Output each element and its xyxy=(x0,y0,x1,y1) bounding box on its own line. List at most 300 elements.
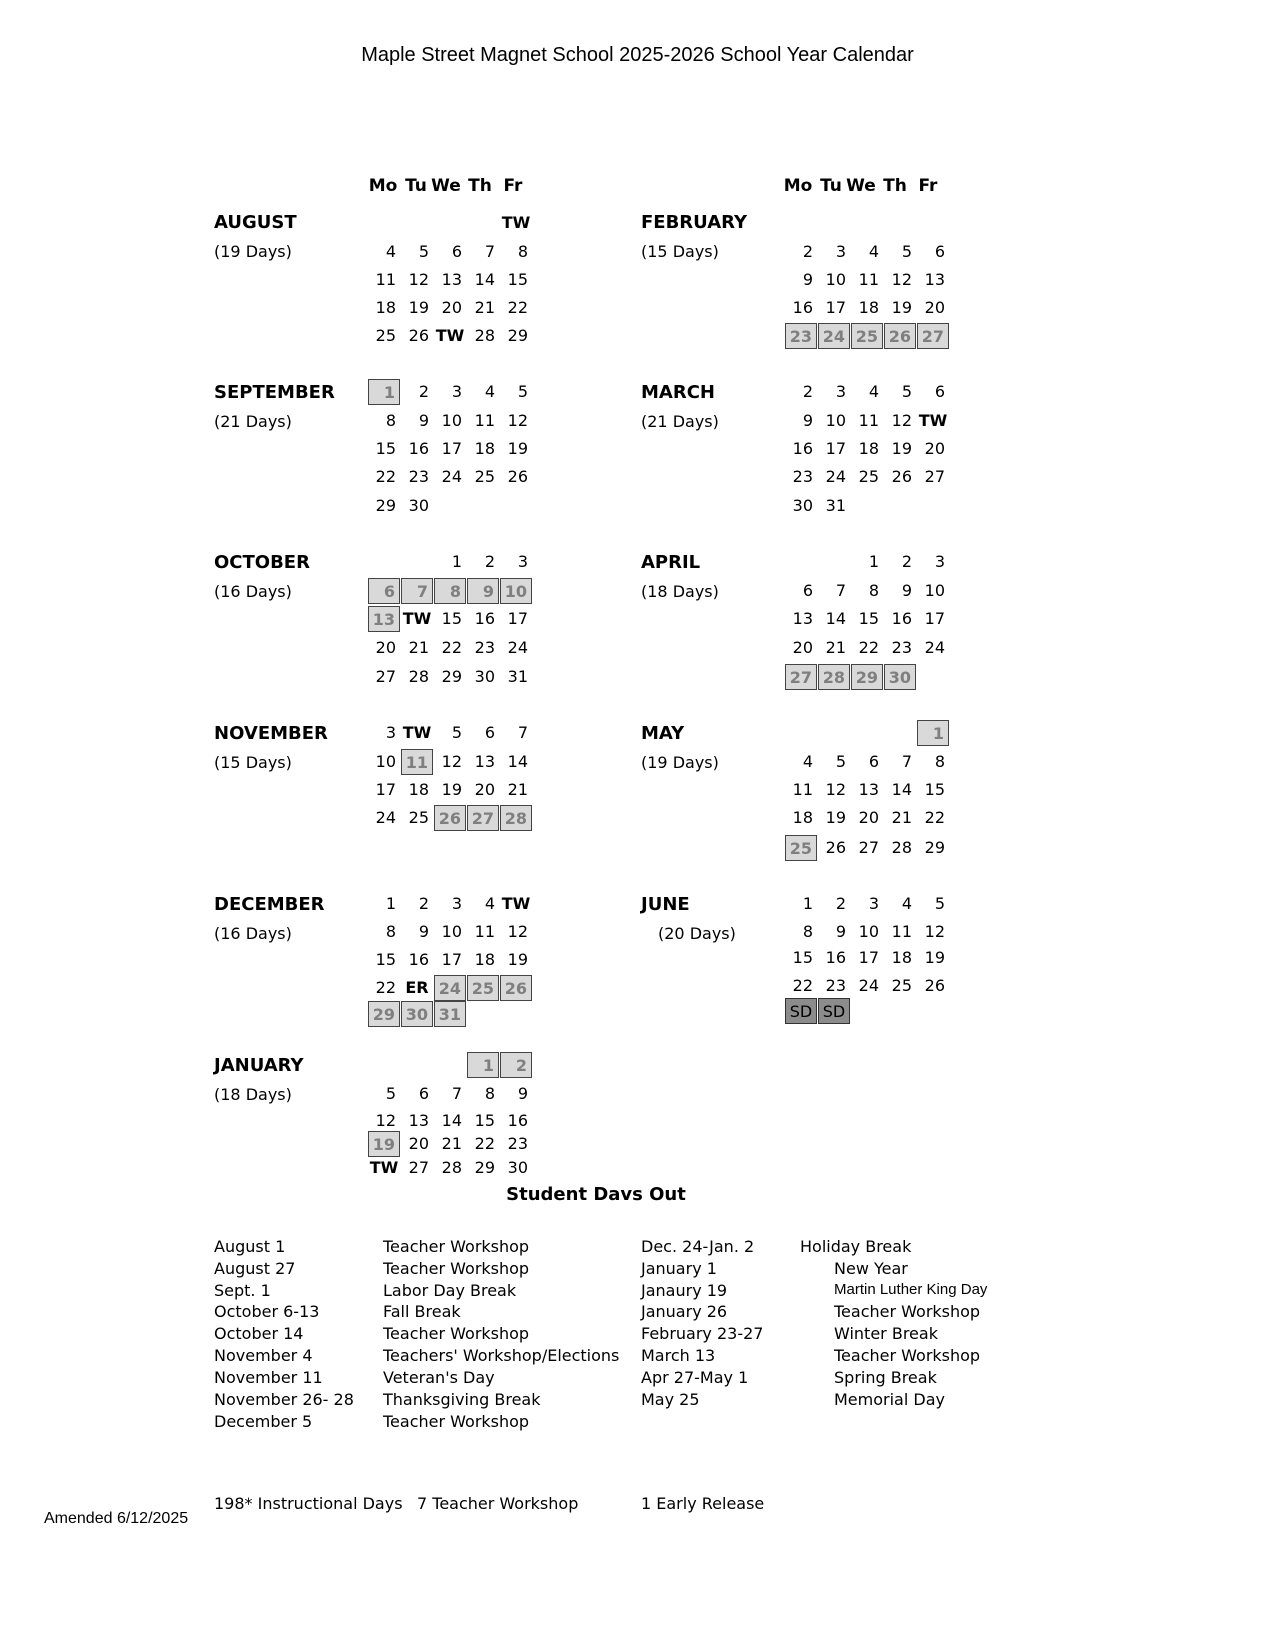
day-cell: 6 xyxy=(484,723,495,742)
day-cell: 28 xyxy=(408,667,429,686)
teacher-workshop-day: TW xyxy=(402,723,432,742)
day-cell: 6 xyxy=(451,242,462,261)
days-out-title: Student Davs Out xyxy=(506,1184,686,1205)
day-cell: 20 xyxy=(408,1134,429,1153)
day-cell: 22 xyxy=(375,467,396,486)
day-cell: 20 xyxy=(375,638,396,657)
day-cell: 5 xyxy=(835,752,846,771)
day-cell: 14 xyxy=(507,752,528,771)
day-cell: 13 xyxy=(408,1111,429,1130)
day-cell: 24 xyxy=(858,976,879,995)
day-cell: 16 xyxy=(792,439,813,458)
day-cell: 12 xyxy=(891,270,912,289)
teacher-workshop-day: TW xyxy=(435,326,465,345)
day-cell: 5 xyxy=(517,382,528,401)
day-cell: 22 xyxy=(858,638,879,657)
holiday-day-cell: 26 xyxy=(434,805,466,831)
holiday-day-cell: 28 xyxy=(818,664,850,690)
day-cell: 10 xyxy=(441,411,462,430)
weekday-mo: Mo xyxy=(783,176,813,196)
day-cell: 2 xyxy=(802,242,813,261)
days-out-event: Teacher Workshop xyxy=(834,1346,981,1365)
day-cell: 27 xyxy=(858,838,879,857)
day-cell: 20 xyxy=(924,439,945,458)
day-cell: 25 xyxy=(375,326,396,345)
days-out-event: Teachers' Workshop/Elections xyxy=(383,1346,620,1365)
day-cell: 18 xyxy=(408,780,429,799)
days-out-event: Teacher Workshop xyxy=(834,1302,981,1321)
day-cell: 28 xyxy=(441,1158,462,1177)
day-cell: 15 xyxy=(924,780,945,799)
day-cell: 12 xyxy=(507,922,528,941)
day-cell: 2 xyxy=(802,382,813,401)
day-cell: 19 xyxy=(891,439,912,458)
days-out-event: Martin Luther King Day xyxy=(834,1281,988,1298)
day-cell: 21 xyxy=(474,298,495,317)
holiday-day-cell: 8 xyxy=(434,578,466,604)
day-cell: 4 xyxy=(802,752,813,771)
day-cell: 15 xyxy=(792,948,813,967)
day-cell: 22 xyxy=(792,976,813,995)
month-name: APRIL xyxy=(641,552,701,573)
day-cell: 10 xyxy=(825,270,846,289)
day-cell: 20 xyxy=(924,298,945,317)
day-cell: 14 xyxy=(441,1111,462,1130)
days-out-date: Apr 27-May 1 xyxy=(641,1368,749,1387)
holiday-day-cell: 1 xyxy=(467,1052,499,1078)
holiday-day-cell: 24 xyxy=(434,975,466,1001)
day-cell: 8 xyxy=(934,752,945,771)
day-cell: 19 xyxy=(891,298,912,317)
day-cell: 19 xyxy=(408,298,429,317)
day-cell: 19 xyxy=(441,780,462,799)
day-cell: 19 xyxy=(924,948,945,967)
day-cell: 24 xyxy=(924,638,945,657)
day-cell: 3 xyxy=(451,894,462,913)
day-cell: 10 xyxy=(375,752,396,771)
day-cell: 17 xyxy=(825,298,846,317)
day-cell: 31 xyxy=(507,667,528,686)
month-days-count: (16 Days) xyxy=(214,582,292,601)
day-cell: 8 xyxy=(385,922,396,941)
days-out-event: Fall Break xyxy=(383,1302,461,1321)
month-name: MARCH xyxy=(641,382,715,403)
day-cell: 12 xyxy=(441,752,462,771)
day-cell: 9 xyxy=(418,411,429,430)
total-teacher-workshop: 7 Teacher Workshop xyxy=(417,1494,579,1513)
days-out-event: Veteran's Day xyxy=(383,1368,495,1387)
day-cell: 3 xyxy=(835,242,846,261)
day-cell: 8 xyxy=(385,411,396,430)
days-out-event: New Year xyxy=(834,1259,908,1278)
weekday-th: Th xyxy=(883,176,907,196)
day-cell: 7 xyxy=(451,1084,462,1103)
days-out-event: Teacher Workshop xyxy=(383,1259,530,1278)
month-days-count: (21 Days) xyxy=(641,412,719,431)
day-cell: 5 xyxy=(901,242,912,261)
day-cell: 17 xyxy=(858,948,879,967)
days-out-date: Janaury 19 xyxy=(641,1281,728,1300)
day-cell: 4 xyxy=(901,894,912,913)
holiday-day-cell: 28 xyxy=(500,805,532,831)
month-name: MAY xyxy=(641,723,685,744)
weekday-we: We xyxy=(431,176,461,196)
month-days-count: (16 Days) xyxy=(214,924,292,943)
day-cell: 16 xyxy=(408,950,429,969)
day-cell: 4 xyxy=(484,894,495,913)
day-cell: 11 xyxy=(858,270,879,289)
day-cell: 23 xyxy=(891,638,912,657)
holiday-day-cell: 2 xyxy=(500,1052,532,1078)
weekday-tu: Tu xyxy=(820,176,842,196)
days-out-date: October 6-13 xyxy=(214,1302,320,1321)
day-cell: 18 xyxy=(474,950,495,969)
day-cell: 18 xyxy=(858,439,879,458)
day-cell: 30 xyxy=(792,496,813,515)
day-cell: 16 xyxy=(507,1111,528,1130)
holiday-day-cell: 29 xyxy=(368,1001,400,1027)
day-cell: 6 xyxy=(868,752,879,771)
month-name: AUGUST xyxy=(214,212,297,233)
day-cell: 7 xyxy=(517,723,528,742)
month-name: JANUARY xyxy=(214,1055,304,1076)
day-cell: 7 xyxy=(901,752,912,771)
day-cell: 29 xyxy=(474,1158,495,1177)
day-cell: 6 xyxy=(802,581,813,600)
day-cell: 15 xyxy=(474,1111,495,1130)
days-out-event: Spring Break xyxy=(834,1368,937,1387)
day-cell: 16 xyxy=(408,439,429,458)
days-out-date: November 26- 28 xyxy=(214,1390,354,1409)
month-days-count: (18 Days) xyxy=(641,582,719,601)
teacher-workshop-day: TW xyxy=(918,411,948,430)
day-cell: 16 xyxy=(825,948,846,967)
days-out-date: November 11 xyxy=(214,1368,323,1387)
holiday-day-cell: 24 xyxy=(818,323,850,349)
days-out-date: August 27 xyxy=(214,1259,296,1278)
holiday-day-cell: 19 xyxy=(368,1131,400,1157)
day-cell: 17 xyxy=(441,439,462,458)
day-cell: 13 xyxy=(474,752,495,771)
day-cell: 16 xyxy=(474,609,495,628)
day-cell: 12 xyxy=(825,780,846,799)
day-cell: 3 xyxy=(517,552,528,571)
holiday-day-cell: 23 xyxy=(785,323,817,349)
month-days-count: (21 Days) xyxy=(214,412,292,431)
day-cell: 2 xyxy=(418,382,429,401)
day-cell: 2 xyxy=(484,552,495,571)
day-cell: 16 xyxy=(891,609,912,628)
day-cell: 8 xyxy=(802,922,813,941)
day-cell: 28 xyxy=(474,326,495,345)
day-cell: 30 xyxy=(408,496,429,515)
amended-note: Amended 6/12/2025 xyxy=(44,1510,189,1527)
day-cell: 19 xyxy=(507,950,528,969)
holiday-day-cell: 25 xyxy=(785,835,817,861)
day-cell: 20 xyxy=(792,638,813,657)
days-out-date: November 4 xyxy=(214,1346,313,1365)
month-name: FEBRUARY xyxy=(641,212,748,233)
day-cell: 7 xyxy=(484,242,495,261)
weekday-fr: Fr xyxy=(918,176,938,196)
weekday-tu: Tu xyxy=(405,176,427,196)
day-cell: 11 xyxy=(858,411,879,430)
day-cell: 9 xyxy=(802,411,813,430)
day-cell: 24 xyxy=(507,638,528,657)
day-cell: 14 xyxy=(474,270,495,289)
month-name: DECEMBER xyxy=(214,894,325,915)
day-cell: 13 xyxy=(792,609,813,628)
days-out-event: Labor Day Break xyxy=(383,1281,517,1300)
day-cell: 24 xyxy=(441,467,462,486)
holiday-day-cell: 30 xyxy=(401,1001,433,1027)
holiday-day-cell: 6 xyxy=(368,578,400,604)
day-cell: 21 xyxy=(507,780,528,799)
month-days-count: (15 Days) xyxy=(641,242,719,261)
day-cell: 29 xyxy=(441,667,462,686)
weekday-mo: Mo xyxy=(368,176,398,196)
days-out-date: February 23-27 xyxy=(641,1324,764,1343)
holiday-day-cell: 26 xyxy=(884,323,916,349)
holiday-day-cell: 9 xyxy=(467,578,499,604)
day-cell: 31 xyxy=(825,496,846,515)
month-name: OCTOBER xyxy=(214,552,310,573)
day-cell: 23 xyxy=(825,976,846,995)
weekday-fr: Fr xyxy=(503,176,523,196)
day-cell: 26 xyxy=(408,326,429,345)
days-out-event: Winter Break xyxy=(834,1324,938,1343)
day-cell: 17 xyxy=(924,609,945,628)
day-cell: 10 xyxy=(825,411,846,430)
holiday-day-cell: 25 xyxy=(467,975,499,1001)
day-cell: 11 xyxy=(474,411,495,430)
day-cell: 23 xyxy=(474,638,495,657)
month-name: JUNE xyxy=(641,894,690,915)
day-cell: 22 xyxy=(924,808,945,827)
day-cell: 19 xyxy=(825,808,846,827)
holiday-day-cell: 29 xyxy=(851,664,883,690)
day-cell: 7 xyxy=(835,581,846,600)
day-cell: 18 xyxy=(474,439,495,458)
day-cell: 29 xyxy=(924,838,945,857)
day-cell: 8 xyxy=(517,242,528,261)
teacher-workshop-day: TW xyxy=(402,609,432,628)
month-days-count: (18 Days) xyxy=(214,1085,292,1104)
holiday-day-cell: 7 xyxy=(401,578,433,604)
day-cell: 17 xyxy=(507,609,528,628)
days-out-date: Sept. 1 xyxy=(214,1281,271,1300)
day-cell: 1 xyxy=(868,552,879,571)
days-out-date: October 14 xyxy=(214,1324,304,1343)
day-cell: 4 xyxy=(868,382,879,401)
day-cell: 23 xyxy=(408,467,429,486)
day-cell: 23 xyxy=(507,1134,528,1153)
day-cell: 25 xyxy=(891,976,912,995)
holiday-day-cell: 25 xyxy=(851,323,883,349)
day-cell: 10 xyxy=(441,922,462,941)
days-out-date: January 26 xyxy=(641,1302,728,1321)
day-cell: 10 xyxy=(924,581,945,600)
days-out-date: August 1 xyxy=(214,1237,286,1256)
day-cell: 5 xyxy=(418,242,429,261)
day-cell: 3 xyxy=(451,382,462,401)
day-cell: 13 xyxy=(858,780,879,799)
day-cell: 3 xyxy=(385,723,396,742)
day-cell: 9 xyxy=(802,270,813,289)
holiday-day-cell: 27 xyxy=(785,664,817,690)
holiday-day-cell: 10 xyxy=(500,578,532,604)
day-cell: 20 xyxy=(441,298,462,317)
day-cell: 11 xyxy=(474,922,495,941)
month-days-count: (20 Days) xyxy=(658,924,736,943)
day-cell: 26 xyxy=(891,467,912,486)
teacher-workshop-day: TW xyxy=(369,1158,399,1177)
day-cell: 15 xyxy=(858,609,879,628)
day-cell: 13 xyxy=(924,270,945,289)
day-cell: 17 xyxy=(441,950,462,969)
day-cell: 12 xyxy=(891,411,912,430)
day-cell: 18 xyxy=(792,808,813,827)
day-cell: 1 xyxy=(802,894,813,913)
day-cell: 21 xyxy=(408,638,429,657)
day-cell: 15 xyxy=(375,950,396,969)
day-cell: 8 xyxy=(484,1084,495,1103)
day-cell: 4 xyxy=(484,382,495,401)
day-cell: 5 xyxy=(934,894,945,913)
day-cell: 1 xyxy=(385,894,396,913)
day-cell: 11 xyxy=(792,780,813,799)
day-cell: 3 xyxy=(868,894,879,913)
day-cell: 5 xyxy=(385,1084,396,1103)
days-out-date: December 5 xyxy=(214,1412,313,1431)
day-cell: 20 xyxy=(474,780,495,799)
day-cell: 12 xyxy=(375,1111,396,1130)
day-cell: 22 xyxy=(474,1134,495,1153)
days-out-event: Teacher Workshop xyxy=(383,1237,530,1256)
day-cell: 16 xyxy=(792,298,813,317)
day-cell: 25 xyxy=(408,808,429,827)
day-cell: 9 xyxy=(901,581,912,600)
day-cell: 21 xyxy=(825,638,846,657)
day-cell: 5 xyxy=(451,723,462,742)
holiday-day-cell: 26 xyxy=(500,975,532,1001)
days-out-event: Teacher Workshop xyxy=(383,1412,530,1431)
days-out-event: Teacher Workshop xyxy=(383,1324,530,1343)
day-cell: 22 xyxy=(375,978,396,997)
holiday-day-cell: 27 xyxy=(467,805,499,831)
day-cell: 18 xyxy=(891,948,912,967)
day-cell: 29 xyxy=(375,496,396,515)
holiday-day-cell: 27 xyxy=(917,323,949,349)
day-cell: 4 xyxy=(385,242,396,261)
day-cell: 2 xyxy=(901,552,912,571)
weekday-we: We xyxy=(846,176,876,196)
day-cell: 25 xyxy=(858,467,879,486)
day-cell: 18 xyxy=(375,298,396,317)
day-cell: 24 xyxy=(375,808,396,827)
day-cell: 2 xyxy=(835,894,846,913)
total-instructional-days: 198* Instructional Days xyxy=(214,1494,403,1513)
day-cell: 23 xyxy=(792,467,813,486)
month-name: NOVEMBER xyxy=(214,723,328,744)
day-cell: 26 xyxy=(924,976,945,995)
day-cell: 3 xyxy=(835,382,846,401)
month-days-count: (15 Days) xyxy=(214,753,292,772)
day-cell: 12 xyxy=(408,270,429,289)
holiday-day-cell: 31 xyxy=(434,1001,466,1027)
month-name: SEPTEMBER xyxy=(214,382,335,403)
day-cell: 24 xyxy=(825,467,846,486)
day-cell: 8 xyxy=(868,581,879,600)
holiday-day-cell: 11 xyxy=(401,749,433,775)
day-cell: 15 xyxy=(375,439,396,458)
day-cell: 9 xyxy=(517,1084,528,1103)
teacher-workshop-day: TW xyxy=(501,894,531,913)
day-cell: 6 xyxy=(934,242,945,261)
day-cell: 17 xyxy=(375,780,396,799)
day-cell: 20 xyxy=(858,808,879,827)
day-cell: 28 xyxy=(891,838,912,857)
day-cell: 5 xyxy=(901,382,912,401)
days-out-date: March 13 xyxy=(641,1346,716,1365)
day-cell: 12 xyxy=(924,922,945,941)
month-days-count: (19 Days) xyxy=(214,242,292,261)
day-cell: 10 xyxy=(858,922,879,941)
day-cell: 15 xyxy=(507,270,528,289)
day-cell: 21 xyxy=(441,1134,462,1153)
day-cell: 29 xyxy=(507,326,528,345)
month-days-count: (19 Days) xyxy=(641,753,719,772)
snow-day: SD xyxy=(818,998,850,1024)
day-cell: 22 xyxy=(507,298,528,317)
days-out-event: Thanksgiving Break xyxy=(383,1390,541,1409)
day-cell: 27 xyxy=(924,467,945,486)
day-cell: 4 xyxy=(868,242,879,261)
day-cell: 26 xyxy=(825,838,846,857)
day-cell: 2 xyxy=(418,894,429,913)
days-out-date: May 25 xyxy=(641,1390,700,1409)
day-cell: 15 xyxy=(441,609,462,628)
weekday-th: Th xyxy=(468,176,492,196)
day-cell: 14 xyxy=(891,780,912,799)
day-cell: 1 xyxy=(451,552,462,571)
day-cell: 11 xyxy=(891,922,912,941)
day-cell: 17 xyxy=(825,439,846,458)
day-cell: 9 xyxy=(418,922,429,941)
early-release-day: ER xyxy=(405,978,429,997)
days-out-date: January 1 xyxy=(641,1259,717,1278)
days-out-date: Dec. 24-Jan. 2 xyxy=(641,1237,755,1256)
day-cell: 11 xyxy=(375,270,396,289)
holiday-day-cell: 1 xyxy=(368,379,400,405)
day-cell: 30 xyxy=(507,1158,528,1177)
days-out-event: Memorial Day xyxy=(834,1390,945,1409)
holiday-day-cell: 1 xyxy=(917,720,949,746)
day-cell: 6 xyxy=(418,1084,429,1103)
teacher-workshop-day: TW xyxy=(501,213,531,232)
day-cell: 12 xyxy=(507,411,528,430)
total-early-release: 1 Early Release xyxy=(641,1494,765,1513)
day-cell: 18 xyxy=(858,298,879,317)
day-cell: 21 xyxy=(891,808,912,827)
day-cell: 22 xyxy=(441,638,462,657)
days-out-event: Holiday Break xyxy=(800,1237,912,1256)
day-cell: 13 xyxy=(441,270,462,289)
day-cell: 30 xyxy=(474,667,495,686)
day-cell: 19 xyxy=(507,439,528,458)
page-title: Maple Street Magnet School 2025-2026 School Year Calendar xyxy=(361,44,914,66)
snow-day: SD xyxy=(785,998,817,1024)
